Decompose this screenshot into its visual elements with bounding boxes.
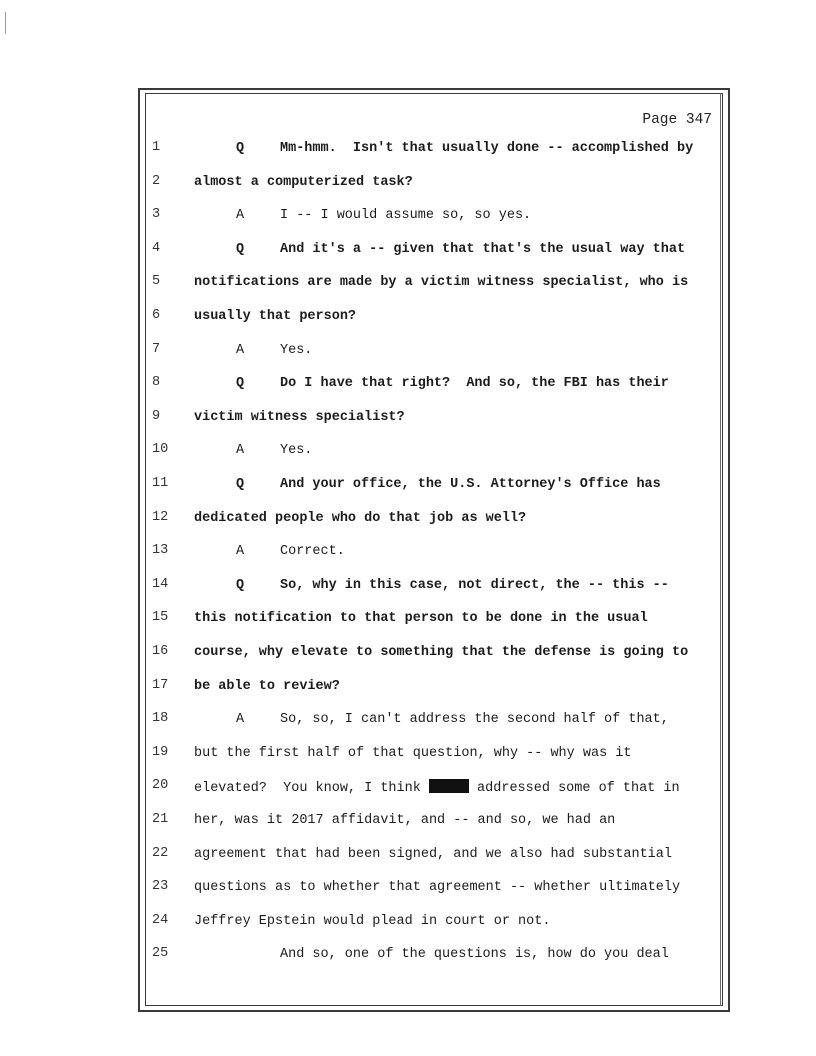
transcript-line bbox=[0, 778, 816, 808]
transcript-line bbox=[0, 610, 816, 640]
line-number: 14 bbox=[152, 576, 169, 592]
speaker-label: A bbox=[236, 208, 245, 224]
speaker-label: Q bbox=[236, 141, 245, 156]
transcript-line bbox=[0, 678, 816, 708]
line-text: this notification to that person to be done in the usual bbox=[194, 611, 648, 627]
line-number: 3 bbox=[152, 207, 161, 223]
line-number: 17 bbox=[152, 677, 169, 693]
line-text: elevated? You know, I think addressed some of that in bbox=[194, 781, 680, 797]
transcript-line bbox=[0, 476, 816, 506]
transcript-line bbox=[0, 543, 816, 573]
line-text: And your office, the U.S. Attorney's Office has bbox=[280, 477, 661, 492]
speaker-label: Q bbox=[236, 241, 245, 257]
transcript-line bbox=[0, 174, 816, 204]
transcript-line bbox=[0, 846, 816, 876]
line-number: 22 bbox=[152, 845, 169, 861]
line-text: usually that person? bbox=[194, 309, 357, 324]
line-number: 13 bbox=[152, 543, 169, 559]
line-text: Jeffrey Epstein would plead in court or not. bbox=[194, 913, 551, 929]
transcript-line bbox=[0, 879, 816, 909]
line-text: So, so, I can't address the second half of that, bbox=[280, 712, 669, 728]
line-number: 7 bbox=[152, 341, 161, 357]
transcript-line bbox=[0, 308, 816, 338]
speaker-label: A bbox=[236, 443, 245, 459]
line-text: Yes. bbox=[280, 342, 313, 358]
transcript-line bbox=[0, 577, 816, 607]
line-text: And so, one of the questions is, how do you deal bbox=[280, 947, 669, 963]
speaker-label: Q bbox=[236, 477, 245, 492]
line-text: So, why in this case, not direct, the -- this -- bbox=[280, 577, 669, 593]
speaker-label: Q bbox=[236, 376, 245, 392]
line-text: I -- I would assume so, so yes. bbox=[280, 208, 532, 224]
transcript-line bbox=[0, 207, 816, 237]
transcript-line bbox=[0, 745, 816, 775]
scan-artifact-line bbox=[5, 12, 6, 34]
speaker-label: A bbox=[236, 544, 245, 560]
line-number: 1 bbox=[152, 140, 161, 155]
transcript-line bbox=[0, 442, 816, 472]
line-text: Yes. bbox=[280, 443, 313, 459]
line-number: 5 bbox=[152, 274, 161, 290]
line-number: 25 bbox=[152, 946, 169, 962]
speaker-label: A bbox=[236, 342, 245, 358]
line-text: dedicated people who do that job as well? bbox=[194, 510, 527, 526]
line-number: 6 bbox=[152, 308, 161, 323]
line-text: Correct. bbox=[280, 544, 345, 560]
line-number: 21 bbox=[152, 812, 169, 827]
line-number: 8 bbox=[152, 375, 161, 391]
line-text: victim witness specialist? bbox=[194, 409, 405, 425]
line-text: questions as to whether that agreement -- whether ultimately bbox=[194, 880, 681, 896]
line-number: 11 bbox=[152, 476, 169, 491]
transcript-line bbox=[0, 241, 816, 271]
speaker-label: Q bbox=[236, 577, 245, 593]
line-text: notifications are made by a victim witness specialist, who is bbox=[194, 275, 689, 291]
line-text: Do I have that right? And so, the FBI has their bbox=[280, 376, 669, 392]
speaker-label: A bbox=[236, 712, 245, 728]
transcript-line bbox=[0, 946, 816, 976]
transcript-line bbox=[0, 342, 816, 372]
transcript-line bbox=[0, 409, 816, 439]
transcript-line bbox=[0, 711, 816, 741]
line-number: 4 bbox=[152, 240, 161, 256]
line-text: Mm-hmm. Isn't that usually done -- accomplished by bbox=[280, 141, 694, 156]
line-text: agreement that had been signed, and we also had substantial bbox=[194, 846, 672, 862]
line-text: And it's a -- given that that's the usual way that bbox=[280, 241, 686, 257]
line-number: 10 bbox=[152, 442, 169, 458]
line-text: course, why elevate to something that the defense is going to bbox=[194, 645, 689, 660]
transcript-line bbox=[0, 510, 816, 540]
line-text: be able to review? bbox=[194, 678, 340, 694]
page-number: Page 347 bbox=[642, 112, 712, 128]
line-number: 18 bbox=[152, 711, 169, 727]
line-number: 24 bbox=[152, 912, 169, 928]
transcript-line bbox=[0, 274, 816, 304]
line-number: 2 bbox=[152, 173, 161, 189]
line-text: her, was it 2017 affidavit, and -- and so, we had an bbox=[194, 813, 616, 828]
transcript-line bbox=[0, 140, 816, 170]
transcript-line bbox=[0, 644, 816, 674]
line-text: but the first half of that question, why -- why was it bbox=[194, 745, 632, 761]
line-number: 23 bbox=[152, 879, 169, 895]
line-number: 16 bbox=[152, 644, 169, 659]
transcript-line bbox=[0, 812, 816, 842]
transcript-line bbox=[0, 913, 816, 943]
line-text: almost a computerized task? bbox=[194, 174, 413, 190]
line-number: 15 bbox=[152, 610, 169, 626]
line-number: 12 bbox=[152, 509, 169, 525]
line-number: 20 bbox=[152, 778, 169, 794]
line-number: 9 bbox=[152, 408, 161, 424]
transcript-line bbox=[0, 375, 816, 405]
redaction-block bbox=[429, 779, 469, 793]
line-number: 19 bbox=[152, 744, 169, 760]
